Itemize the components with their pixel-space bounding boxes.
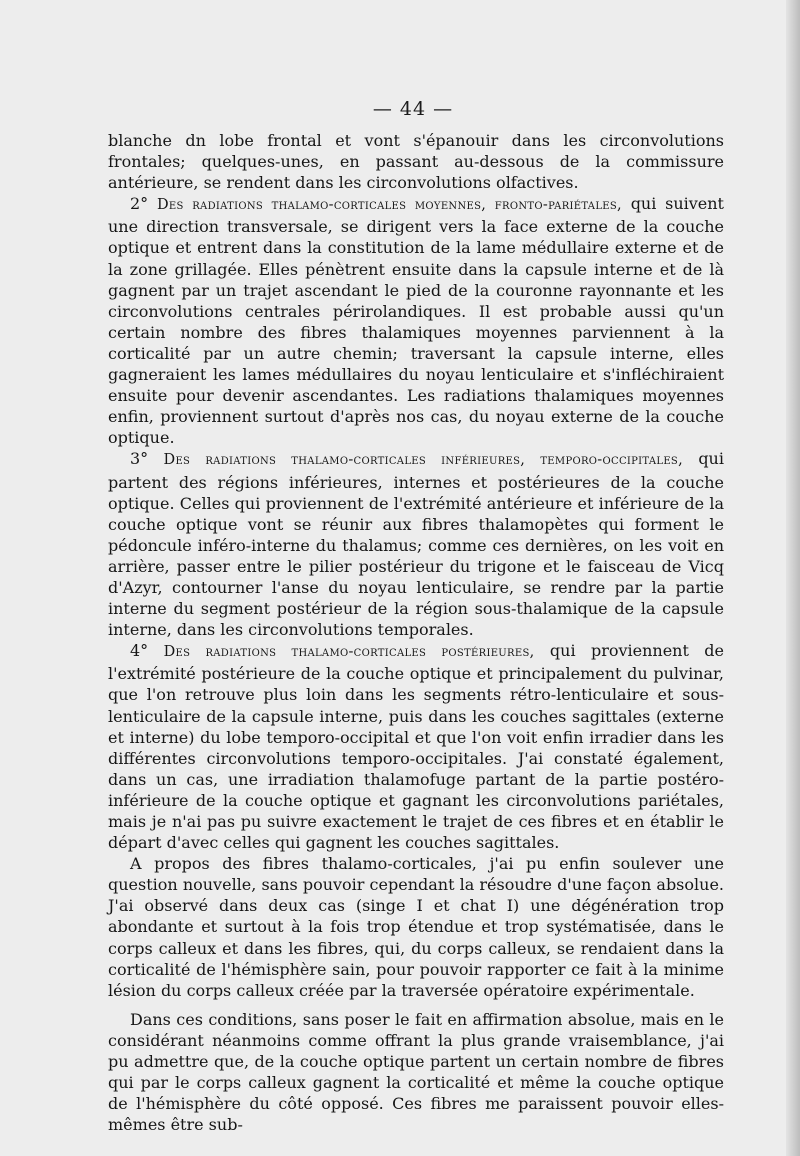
page-spine-shadow <box>786 0 800 1156</box>
item-body: qui partent des régions inférieures, internes et postérieures de la couche optique. Celles qui proviennent de l'extrémité antérieure et inférieure de la couche optique vont se réunir aux fibres thalamopètes qui forment le pédoncule inféro-interne du thalamus; comme ces dernières, on les voit en arrière, passer entre le pilier postérieur du trigone et le faisceau de Vicq d'Azyr, contourner l'anse du noyau lenticulaire, se rendre par la partie interne du segment postérieur de la région sous-thalamique de la capsule interne, dans les circonvolutions temporales. <box>108 449 724 640</box>
item-heading: Des radiations thalamo-corticales postérieures, <box>163 644 535 661</box>
paragraph-item-3 <box>108 448 724 640</box>
item-number: 2° <box>130 194 149 214</box>
item-heading: Des radiations thalamo-corticales inférieures, temporo-occipitales, <box>163 452 683 469</box>
paragraph-conditions: Dans ces conditions, sans poser le fait en affirmation absolue, mais en le considérant néanmoins comme offrant la plus grande vraisemblance, j'ai pu admettre que, de la couche optique partent un certain nombre de fibres qui par le corps calleux gagnent la corticalité et même la couche optique de l'hémisphère du côté opposé. Ces fibres me paraissent pouvoir elles-mêmes être sub- <box>108 1009 724 1135</box>
item-number: 4° <box>130 641 149 661</box>
paragraph-item-2 <box>108 193 724 448</box>
page-number: — 44 — <box>372 98 454 120</box>
item-heading: Des radiations thalamo-corticales moyennes, fronto-pariétales, <box>156 197 622 214</box>
item-body: qui proviennent de l'extrémité postérieure de la couche optique et principalement du pulvinar, que l'on retrouve plus loin dans les segments rétro-lenticulaire et sous-lenticulaire de la capsule interne, puis dans les couches sagittales (externe et interne) du lobe temporo-occipital et que l'on voit enfin irradier dans les différentes circonvolutions temporo-occipitales. J'ai constaté également, dans un cas, une irradiation thalamofuge partant de la partie postéro-inférieure de la couche optique et gagnant les circonvolutions pariétales, mais je n'ai pas pu suivre exactement le trajet de ces fibres et en établir le départ d'avec celles qui gagnent les couches sagittales. <box>108 641 724 853</box>
item-body: qui suivent une direction transversale, se dirigent vers la face externe de la couche optique et entrent dans la constitution de la lame médullaire externe et de la zone grillagée. Elles pénètrent ensuite dans la capsule interne et de là gagnent par un trajet ascendant le pied de la couronne rayonnante et les circonvolutions centrales périrolandiques. Il est probable aussi qu'un certain nombre des fibres thalamiques moyennes parviennent à la corticalité par un autre chemin; traversant la capsule interne, elles gagneraient les lames médullaires du noyau lenticulaire et s'infléchiraient ensuite pour devenir ascendantes. Les radiations thalamiques moyennes enfin, proviennent surtout d'après nos cas, du noyau externe de la couche optique. <box>108 194 724 448</box>
paragraph-continuation: blanche dn lobe frontal et vont s'épanouir dans les circonvolutions frontales; quelques-unes, en passant au-dessous de la commissure antérieure, se rendent dans les circonvolutions olfactives. <box>108 131 724 193</box>
item-number: 3° <box>130 449 149 469</box>
paragraph-item-4 <box>108 640 724 853</box>
body-text <box>108 130 724 1135</box>
paragraph-fibres: A propos des fibres thalamo-corticales, j'ai pu enfin soulever une question nouvelle, sans pouvoir cependant la résoudre d'une façon absolue. J'ai observé dans deux cas (singe I et chat I) une dégénération trop abondante et surtout à la fois trop étendue et trop systématisée, dans le corps calleux et dans les fibres, qui, du corps calleux, se rendaient dans la corticalité de l'hémisphère sain, pour pouvoir rapporter ce fait à la minime lésion du corps calleux créée par la traversée opératoire expérimentale. <box>108 854 724 1000</box>
